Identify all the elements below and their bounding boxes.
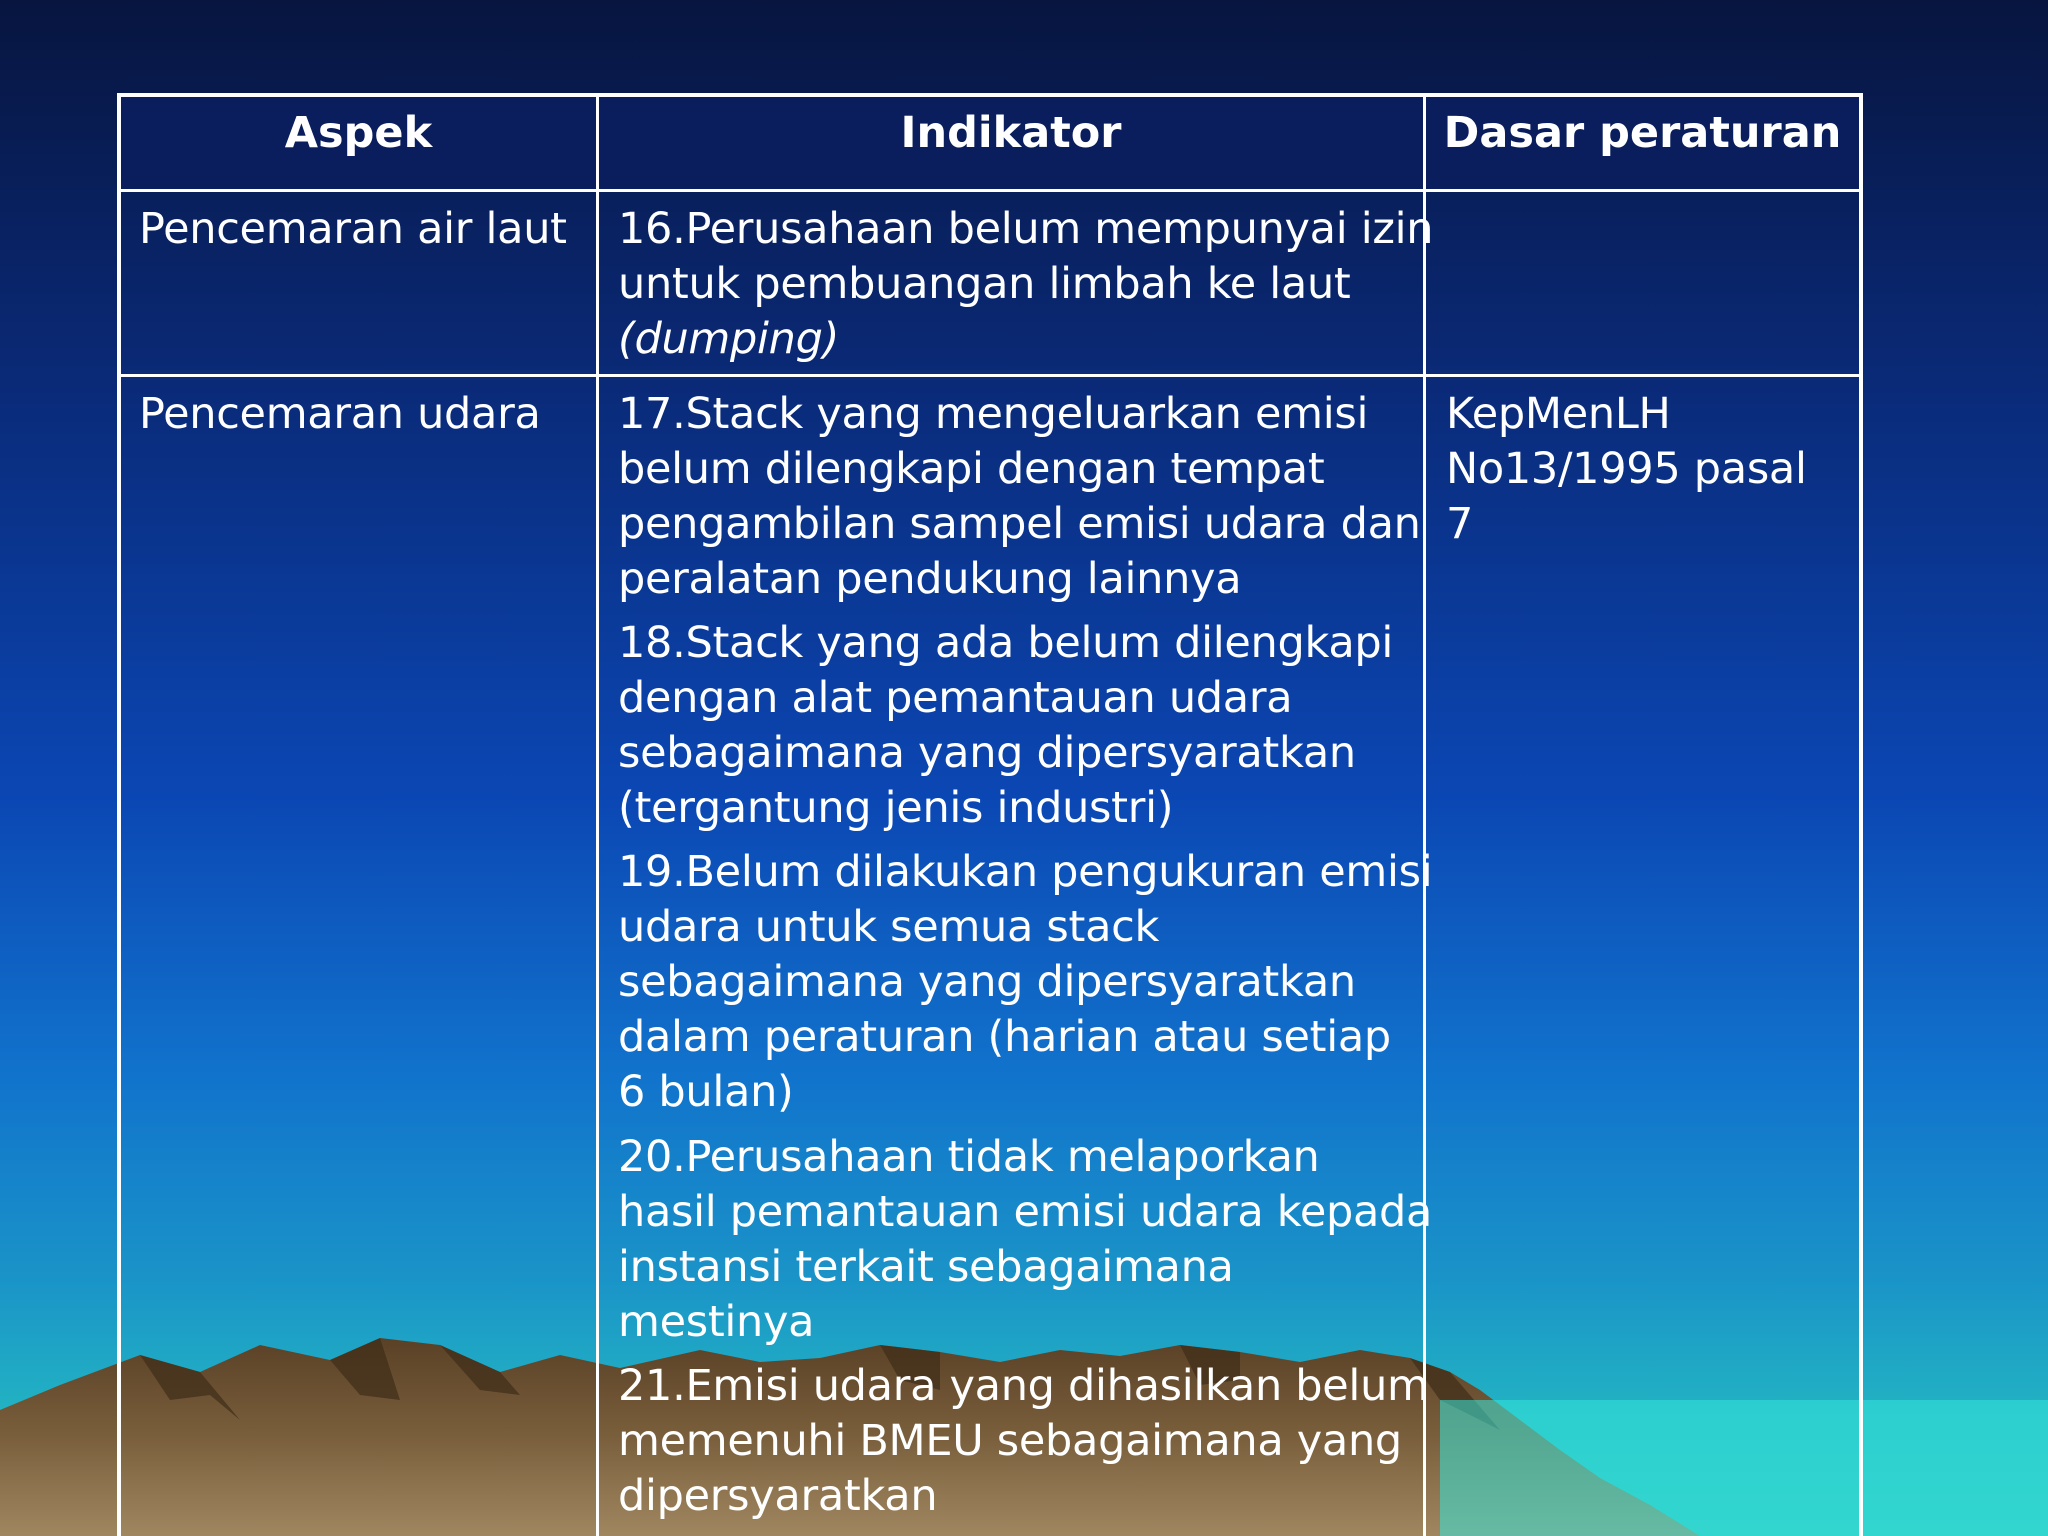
header-aspek: Aspek: [284, 108, 433, 158]
indikator-item-18: 18.Stack yang ada belum dilengkapi dengan alat pemantauan udara sebagaimana yang dipersyaratkan (tergantung jenis industri): [618, 618, 1394, 833]
column-divider-1: [596, 93, 599, 1536]
row-divider-header: [117, 189, 1863, 192]
indikator-item-16: 16.Perusahaan belum mempunyai izin untuk pembuangan limbah ke laut: [618, 204, 1434, 309]
header-indikator: Indikator: [900, 108, 1122, 158]
row1-aspek: Pencemaran air laut: [139, 204, 567, 254]
indikator-item-19: 19.Belum dilakukan pengukuran emisi udara untuk semua stack sebagaimana yang dipersyaratkan dalam peraturan (harian atau setiap 6 bulan): [618, 847, 1433, 1117]
row-divider-1: [117, 374, 1863, 377]
header-dasar-peraturan: Dasar peraturan: [1443, 108, 1842, 158]
indikator-item-16-italic: (dumping): [618, 314, 840, 364]
row2-aspek: Pencemaran udara: [139, 389, 541, 439]
indikator-item-17: 17.Stack yang mengeluarkan emisi belum dilengkapi dengan tempat pengambilan sampel emisi udara dan peralatan pendukung lainnya: [618, 389, 1421, 604]
indikator-item-21: 21.Emisi udara yang dihasilkan belum memenuhi BMEU sebagaimana yang dipersyaratkan: [618, 1361, 1429, 1521]
row2-dasar: KepMenLH No13/1995 pasal 7: [1446, 389, 1807, 549]
indikator-item-20: 20.Perusahaan tidak melaporkan hasil pemantauan emisi udara kepada instansi terkait sebagaimana mestinya: [618, 1132, 1433, 1347]
